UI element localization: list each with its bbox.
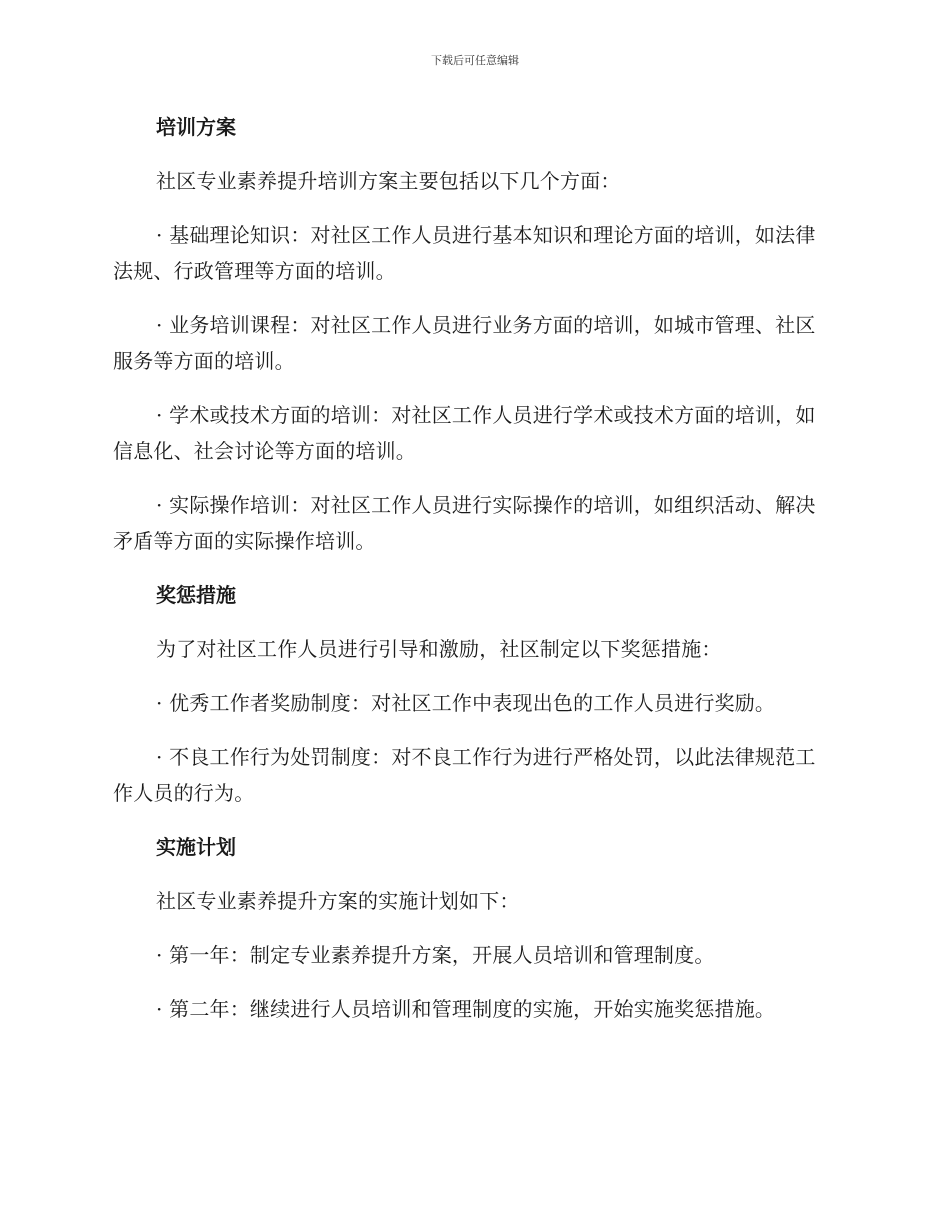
- page-header: 下载后可任意编辑: [431, 54, 519, 67]
- list-item: · 优秀工作者奖励制度：对社区工作中表现出色的工作人员进行奖励。: [156, 691, 776, 715]
- list-item: · 第二年：继续进行人员培训和管理制度的实施，开始实施奖惩措施。: [156, 997, 776, 1021]
- paragraph-intro: 为了对社区工作人员进行引导和激励，社区制定以下奖惩措施：: [156, 637, 722, 661]
- section-heading: 实施计划: [156, 835, 236, 859]
- section-implementation-plan: [113, 829, 827, 1027]
- document-body: [113, 109, 827, 1045]
- list-item: · 学术或技术方面的培训：对社区工作人员进行学术或技术方面的培训，如信息化、社会讨论等方面的培训。: [113, 403, 816, 463]
- list-item: · 业务培训课程：对社区工作人员进行业务方面的培训，如城市管理、社区服务等方面的培训。: [113, 313, 816, 373]
- paragraph-intro: 社区专业素养提升培训方案主要包括以下几个方面：: [156, 169, 621, 193]
- section-rewards-penalties: [113, 577, 827, 811]
- section-heading: 奖惩措施: [156, 583, 236, 607]
- list-item: · 第一年：制定专业素养提升方案，开展人员培训和管理制度。: [156, 943, 715, 967]
- list-item: · 不良工作行为处罚制度：对不良工作行为进行严格处罚，以此法律规范工作人员的行为。: [113, 745, 816, 805]
- section-heading: 培训方案: [156, 115, 236, 139]
- paragraph-intro: 社区专业素养提升方案的实施计划如下：: [156, 889, 520, 913]
- section-training-plan: [113, 109, 827, 559]
- list-item: · 基础理论知识：对社区工作人员进行基本知识和理论方面的培训，如法律法规、行政管理等方面的培训。: [113, 223, 816, 283]
- list-item: · 实际操作培训：对社区工作人员进行实际操作的培训，如组织活动、解决矛盾等方面的实际操作培训。: [113, 493, 816, 553]
